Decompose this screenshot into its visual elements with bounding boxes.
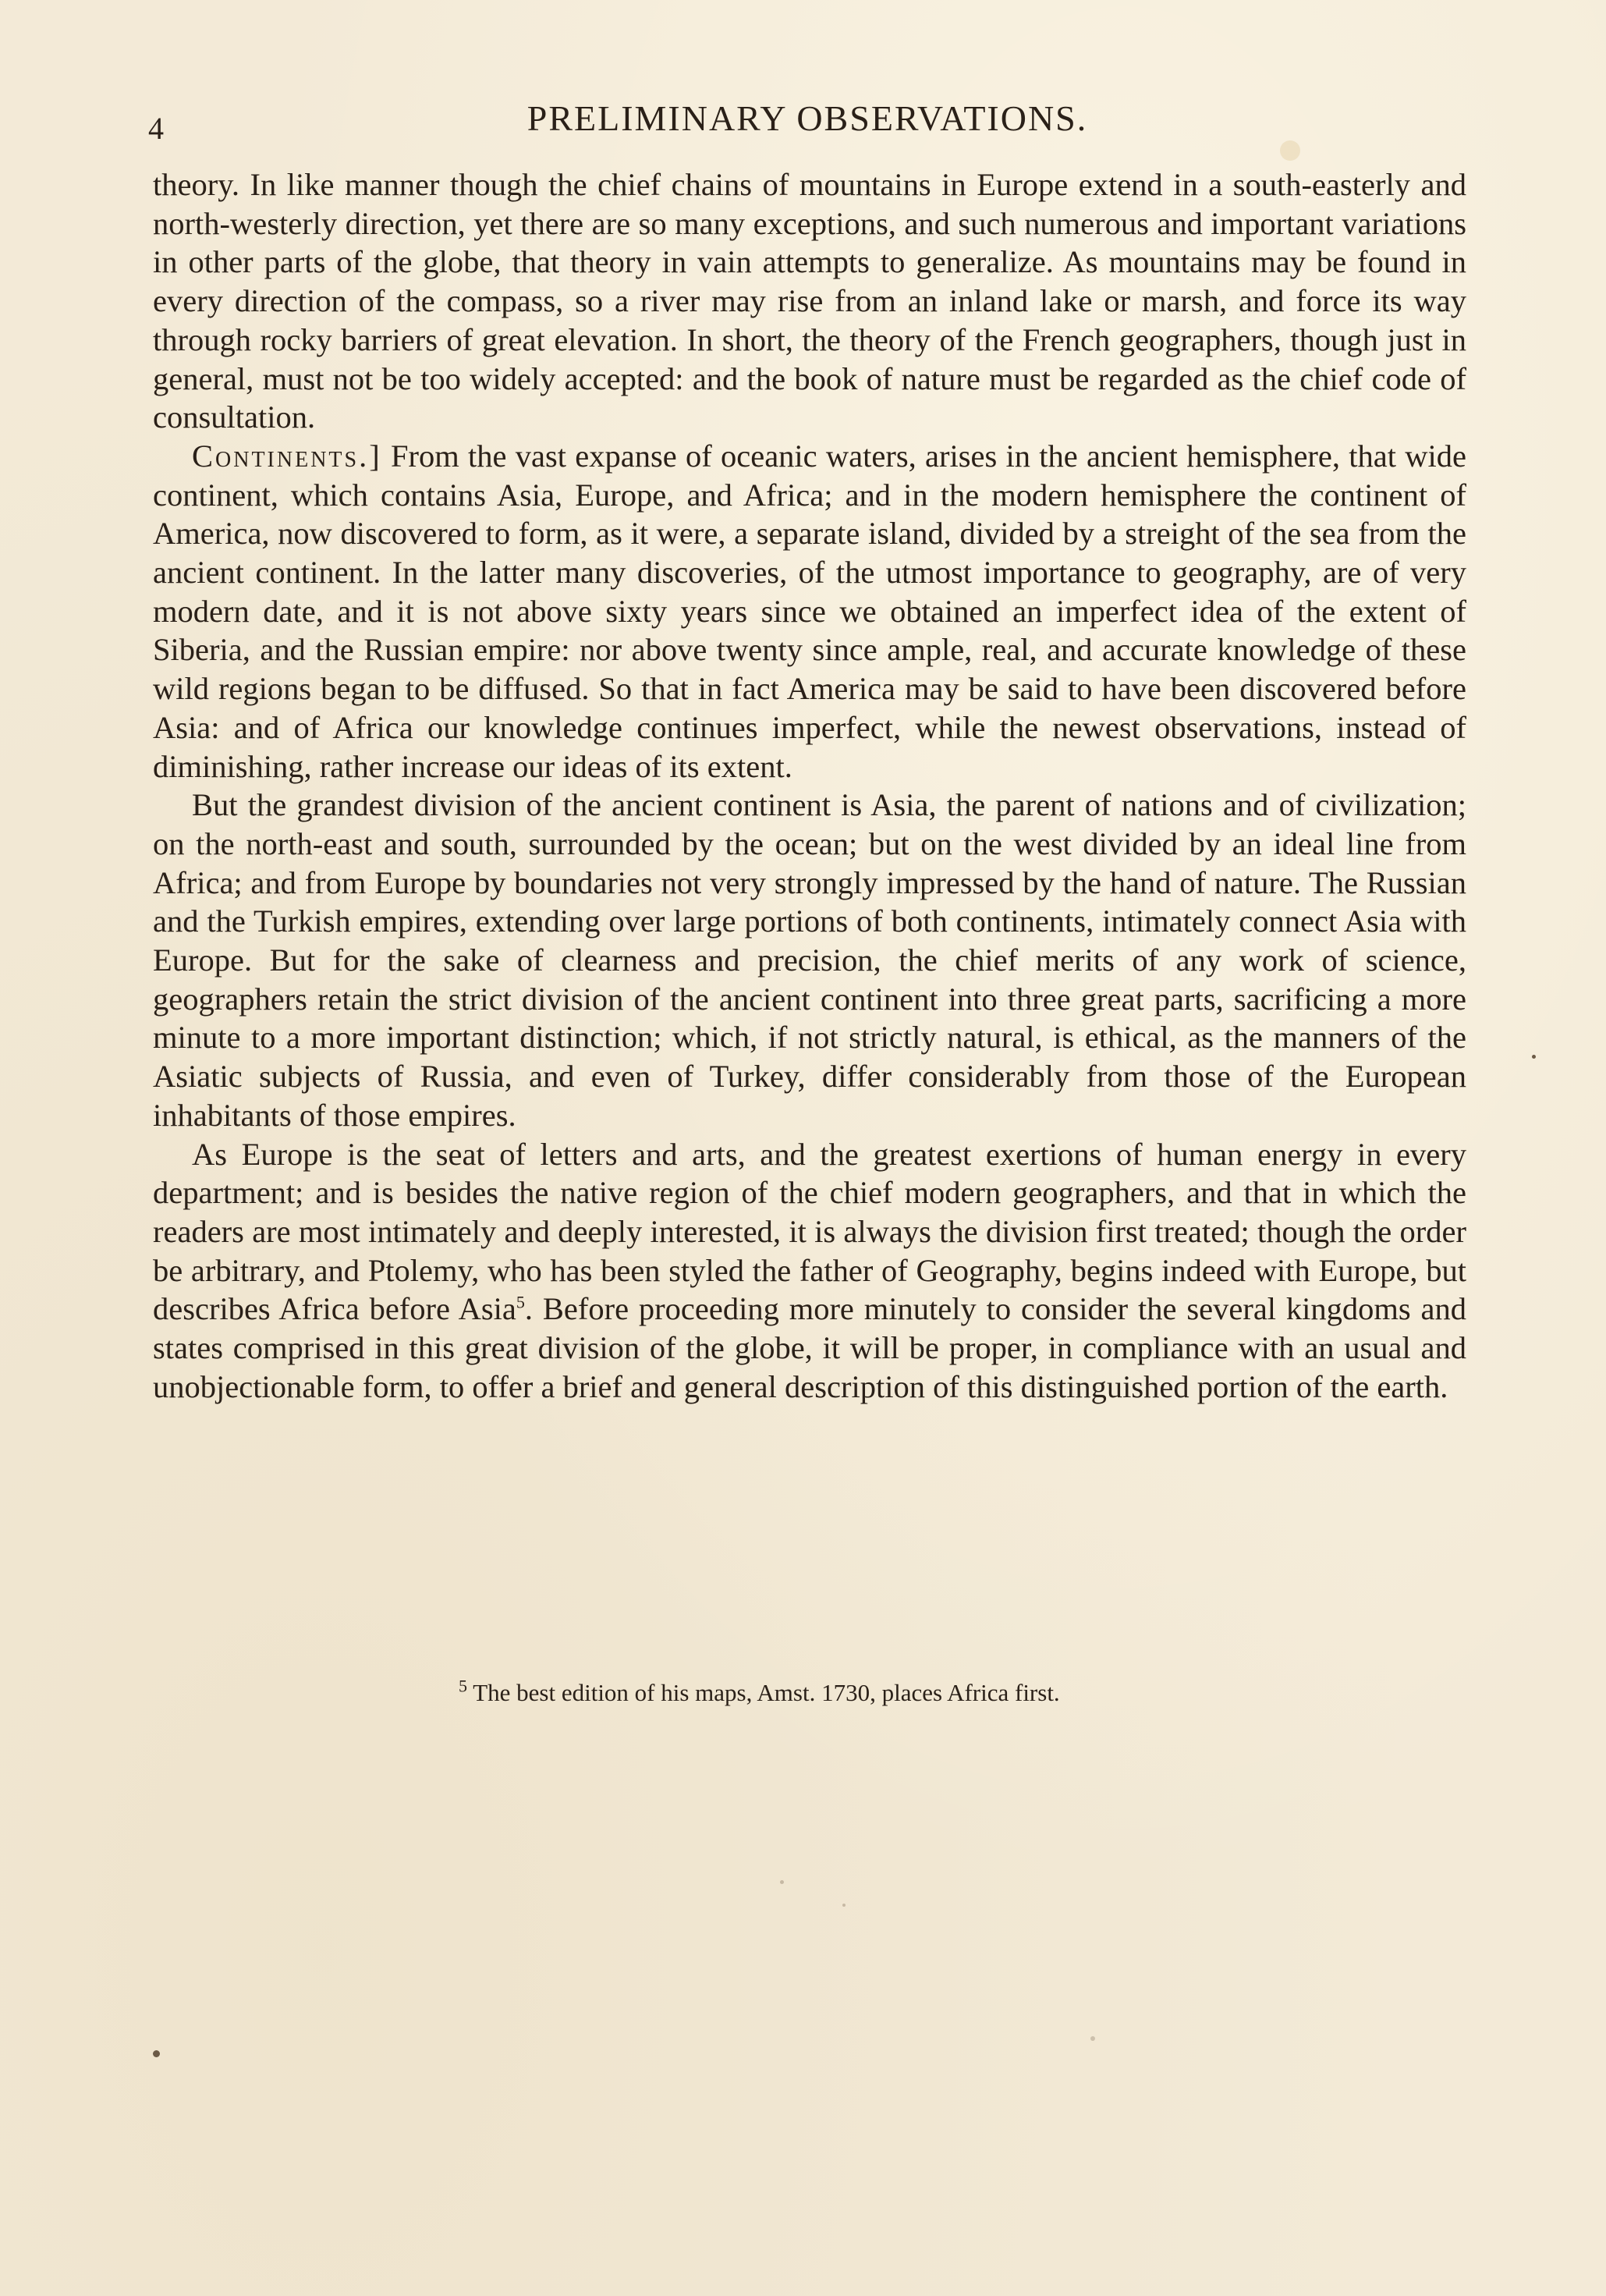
paragraph-continents-text: From the vast expanse of oceanic waters, arises in the ancient hemisphere, that wide continent, which contains Asia, Europe, and Africa; and in the modern hemisphere the continent of America, now discovered to form, as it were, a separate island, divided by a streight of the sea from the ancient continent. In the latter many discoveries, of the utmost importance to geography, are of very modern date, and it is not above sixty years since we obtained an imperfect idea of the extent of Siberia, and the Russian empire: nor above twenty since ample, real, and accurate knowledge of these wild regions began to be diffused. So that in fact America may be said to have been discovered before Asia: and of Africa our knowledge continues imperfect, while the newest observations, instead of diminishing, rather increase our ideas of its extent.	[153, 438, 1467, 784]
page-header	[148, 95, 1466, 150]
paragraph-theory: theory. In like manner though the chief chains of mountains in Europe extend in a south-easterly and north-westerly direction, yet there are so many exceptions, and such numerous and important variations in other parts of the globe, that theory in vain attempts to generalize. As mountains may be found in every direction of the compass, so a river may rise from an inland lake or marsh, and force its way through rocky barriers of great elevation. In short, the theory of the French geographers, though just in general, must not be too widely accepted: and the book of nature must be regarded as the chief code of consultation.	[153, 167, 1466, 435]
running-title: PRELIMINARY OBSERVATIONS.	[526, 98, 1088, 138]
footnote	[459, 1677, 1060, 1709]
paragraph-europe	[153, 1135, 1466, 1407]
page-number: 4	[148, 111, 164, 146]
paper-speck	[1280, 140, 1300, 161]
paragraph-europe-text-b: . Before proceeding more minutely to consider the several kingdoms and states comprised in this great division of the globe, it will be proper, in compliance with an usual and unobjectionable form, to offer a brief and general description of this distinguished portion of the earth.	[153, 1291, 1467, 1404]
paper-speck	[1532, 1055, 1536, 1059]
footnote-text: The best edition of his maps, Amst. 1730, places Africa first.	[473, 1679, 1060, 1706]
paragraph-asia: But the grandest division of the ancient continent is Asia, the parent of nations and of civilization; on the north-east and south, surrounded by the ocean; but on the west divided by an ideal line from Africa; and from Europe by boundaries not very strongly impressed by the hand of nature. The Russian and the Turkish empires, extending over large portions of both continents, intimately connect Asia with Europe. But for the sake of clearness and precision, the chief merits of any work of science, geographers retain the strict division of the ancient continent into three great parts, sacrificing a more minute to a more important distinction; which, if not strictly natural, is ethical, as the manners of the Asiatic subjects of Russia, and even of Turkey, differ considerably from those of the European inhabitants of those empires.	[153, 787, 1466, 1133]
paper-speck	[153, 2050, 160, 2057]
footnote-reference: 5	[516, 1292, 525, 1312]
body-text	[153, 165, 1466, 1407]
paragraph-continents	[153, 437, 1466, 786]
paper-speck	[780, 1880, 784, 1884]
footnote-marker: 5	[459, 1676, 467, 1696]
section-heading-continents: Continents.]	[192, 438, 382, 474]
paragraph-europe-text-a: As Europe is the seat of letters and arts, and the greatest exertions of human energy in every department; and is besides the native region of the chief modern geographers, and that in which the readers are most intimately and deeply interested, it is always the division first treated; though the order be arbitrary, and Ptolemy, who has been styled the father of Geography, begins indeed with Europe, but describes Africa before Asia	[153, 1136, 1466, 1327]
paper-speck	[842, 1904, 846, 1907]
paper-speck	[1090, 2036, 1095, 2041]
